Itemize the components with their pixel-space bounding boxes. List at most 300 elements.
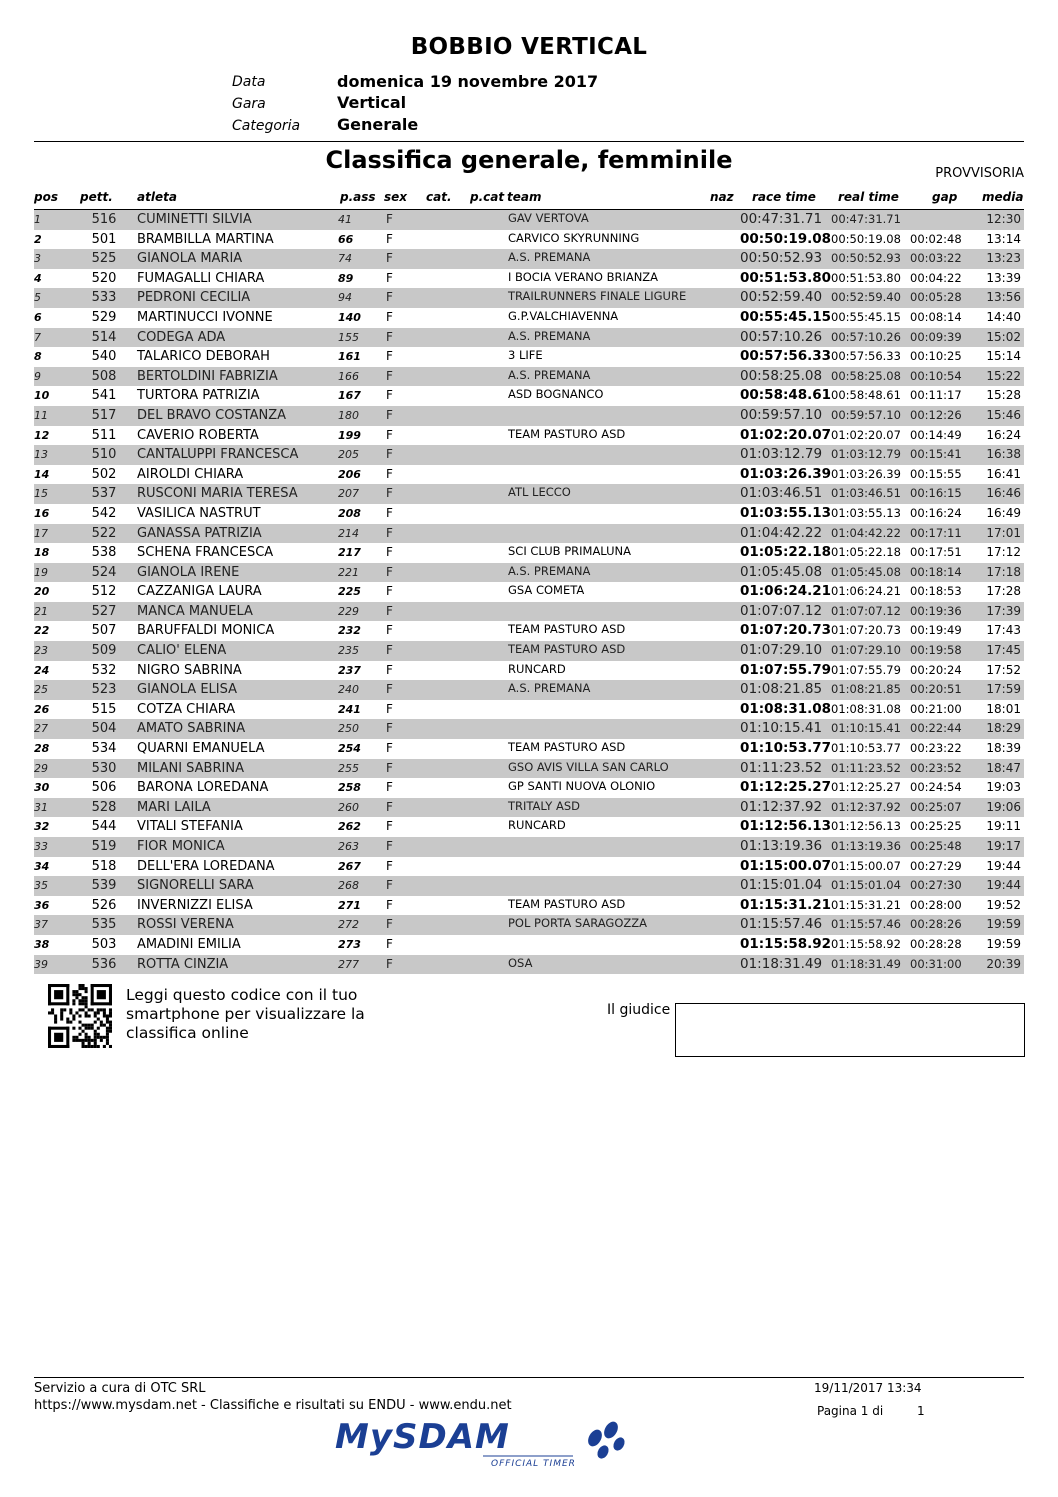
- sex: F: [386, 447, 393, 462]
- team-name: RUNCARD: [508, 661, 566, 676]
- table-row: [34, 915, 1024, 935]
- gap-time: 00:12:26: [910, 407, 962, 422]
- gap-time: 00:31:00: [910, 956, 962, 971]
- table-row: [34, 582, 1024, 602]
- page-total: 1: [917, 1404, 925, 1418]
- gap-time: 00:18:14: [910, 564, 962, 579]
- table-row: [34, 347, 1024, 367]
- bib-number: 544: [91, 819, 117, 835]
- team-name: A.S. PREMANA: [508, 250, 591, 265]
- position: 21: [34, 604, 48, 618]
- gap-time: 00:28:00: [910, 897, 962, 912]
- bib-number: 534: [91, 741, 117, 757]
- pace: 17:52: [986, 662, 1021, 677]
- athlete-name: MARTINUCCI IVONNE: [137, 309, 273, 325]
- athlete-name: GIANOLA ELISA: [137, 682, 238, 698]
- race-time: 01:07:55.79: [740, 661, 832, 678]
- team-name: A.S. PREMANA: [508, 681, 591, 696]
- overall-position: 205: [338, 448, 359, 462]
- bib-number: 504: [91, 721, 117, 737]
- sex: F: [386, 878, 393, 893]
- overall-position: 267: [338, 859, 361, 873]
- table-row: [34, 445, 1024, 465]
- gap-time: 00:11:17: [910, 388, 962, 403]
- gap-time: 00:10:54: [910, 368, 962, 383]
- pace: 15:22: [986, 368, 1021, 383]
- overall-position: 214: [338, 526, 359, 540]
- gap-time: 00:25:25: [910, 819, 962, 834]
- athlete-name: TURTORA PATRIZIA: [137, 388, 260, 404]
- race-time: 01:10:15.41: [740, 720, 823, 737]
- table-row: [34, 778, 1024, 798]
- table-row: [34, 367, 1024, 387]
- race-time: 01:03:55.13: [740, 504, 832, 521]
- sex: F: [386, 603, 393, 618]
- overall-position: 199: [338, 428, 361, 442]
- sex: F: [386, 682, 393, 697]
- position: 28: [34, 742, 50, 756]
- sex: F: [386, 466, 393, 481]
- table-row: [34, 230, 1024, 250]
- pace: 19:59: [986, 917, 1021, 932]
- race-time: 01:05:45.08: [740, 563, 823, 580]
- athlete-name: COTZA CHIARA: [137, 701, 236, 717]
- gap-time: 00:23:52: [910, 760, 962, 775]
- athlete-name: NIGRO SABRINA: [137, 662, 242, 678]
- athlete-name: BARONA LOREDANA: [137, 780, 269, 796]
- qr-instructions: Leggi questo codice con il tuo smartphone per visualizzare la classifica online: [126, 986, 365, 1042]
- col-header-gap: gap: [932, 190, 958, 204]
- position: 8: [34, 350, 42, 364]
- athlete-name: GANASSA PATRIZIA: [137, 525, 262, 541]
- team-name: ASD BOGNANCO: [508, 387, 604, 402]
- sex: F: [386, 584, 393, 599]
- overall-position: 241: [338, 702, 361, 716]
- sex: F: [386, 643, 393, 658]
- real-time: 01:11:23.52: [831, 760, 901, 775]
- overall-position: 240: [338, 683, 359, 697]
- athlete-name: CUMINETTI SILVIA: [137, 212, 252, 227]
- bib-number: 532: [91, 662, 117, 678]
- gap-time: 00:25:48: [910, 839, 962, 853]
- team-name: ATL LECCO: [508, 485, 571, 500]
- pace: 13:39: [986, 270, 1021, 285]
- pace: 18:39: [986, 741, 1021, 756]
- pace: 15:02: [986, 329, 1021, 344]
- real-time: 00:59:57.10: [831, 407, 901, 422]
- race-time: 00:51:53.80: [740, 269, 832, 286]
- position: 29: [34, 761, 48, 775]
- table-row: [34, 719, 1024, 739]
- position: 37: [34, 918, 48, 932]
- overall-position: 273: [338, 937, 361, 951]
- real-time: 01:18:31.49: [831, 956, 901, 971]
- pace: 18:29: [986, 721, 1021, 736]
- table-row: [34, 680, 1024, 700]
- race-time: 00:59:57.10: [740, 406, 823, 423]
- real-time: 01:03:55.13: [831, 505, 901, 520]
- col-header-team: team: [507, 190, 542, 204]
- race-time: 01:18:31.49: [740, 955, 823, 972]
- race-time: 01:12:25.27: [740, 779, 832, 796]
- bib-number: 533: [91, 290, 117, 306]
- sex: F: [386, 917, 393, 932]
- sex: F: [386, 486, 393, 501]
- overall-position: 250: [338, 722, 359, 736]
- race-time: 00:58:48.61: [740, 387, 832, 404]
- table-row: [34, 759, 1024, 779]
- pace: 19:11: [986, 819, 1021, 834]
- sex: F: [386, 349, 393, 364]
- bib-number: 541: [91, 388, 117, 404]
- bib-number: 503: [91, 936, 117, 952]
- pace: 17:01: [986, 525, 1021, 540]
- real-time: 00:57:10.26: [831, 329, 901, 344]
- bib-number: 529: [91, 309, 117, 325]
- position: 22: [34, 624, 50, 638]
- sex: F: [386, 741, 393, 756]
- bib-number: 523: [91, 682, 117, 698]
- position: 34: [34, 859, 50, 873]
- overall-position: 272: [338, 918, 359, 932]
- race-time: 00:57:56.33: [740, 348, 832, 365]
- bib-number: 530: [91, 760, 117, 776]
- overall-position: 254: [338, 742, 361, 756]
- pace: 17:18: [986, 564, 1021, 579]
- table-row: [34, 484, 1024, 504]
- athlete-name: CAZZANIGA LAURA: [137, 584, 262, 600]
- overall-position: 66: [338, 232, 354, 246]
- real-time: 00:50:52.93: [831, 251, 901, 266]
- table-row: [34, 641, 1024, 661]
- real-time: 00:52:59.40: [831, 290, 901, 305]
- sex: F: [386, 936, 393, 951]
- real-time: 01:05:22.18: [831, 545, 901, 560]
- real-time: 01:12:56.13: [831, 819, 901, 834]
- team-name: OSA: [508, 955, 533, 970]
- race-time: 01:07:20.73: [740, 622, 832, 639]
- bib-number: 510: [91, 447, 117, 463]
- team-name: A.S. PREMANA: [508, 563, 591, 578]
- bib-number: 515: [91, 701, 117, 717]
- pace: 16:38: [986, 447, 1021, 462]
- sex: F: [386, 388, 393, 403]
- athlete-name: TALARICO DEBORAH: [137, 349, 270, 365]
- gap-time: 00:10:25: [910, 349, 962, 364]
- race-time: 01:12:37.92: [740, 798, 823, 815]
- overall-position: 235: [338, 644, 359, 658]
- real-time: 01:10:15.41: [831, 721, 901, 736]
- position: 5: [34, 291, 41, 305]
- athlete-name: CAVERIO ROBERTA: [137, 427, 259, 443]
- gap-time: 00:15:41: [910, 447, 962, 462]
- sex: F: [386, 505, 393, 520]
- real-time: 01:15:01.04: [831, 878, 901, 893]
- race-time: 01:15:31.21: [740, 896, 832, 913]
- position: 1: [34, 213, 41, 226]
- sex: F: [386, 760, 393, 775]
- position: 6: [34, 310, 42, 324]
- position: 32: [34, 820, 50, 834]
- gap-time: 00:25:07: [910, 799, 962, 814]
- race-time: 01:15:57.46: [740, 916, 823, 933]
- sex: F: [386, 564, 393, 579]
- race-time: 01:03:12.79: [740, 446, 823, 463]
- overall-position: 94: [338, 291, 352, 305]
- bib-number: 538: [91, 545, 117, 561]
- race-time: 01:02:20.07: [740, 426, 832, 443]
- bib-number: 514: [91, 329, 117, 345]
- gap-time: 00:02:48: [910, 231, 962, 246]
- position: 11: [34, 408, 48, 422]
- race-time: 00:55:45.15: [740, 308, 832, 325]
- sex: F: [386, 212, 393, 226]
- sex: F: [386, 525, 393, 540]
- bib-number: 525: [91, 251, 117, 267]
- position: 33: [34, 840, 48, 853]
- pace: 17:45: [986, 643, 1021, 658]
- meta-value-category: Generale: [337, 115, 419, 134]
- race-time: 01:06:24.21: [740, 583, 832, 600]
- race-time: 01:08:21.85: [740, 681, 823, 698]
- race-time: 00:50:19.08: [740, 230, 832, 247]
- table-row: [34, 876, 1024, 896]
- gap-time: 00:24:54: [910, 780, 962, 795]
- athlete-name: RUSCONI MARIA TERESA: [137, 486, 298, 502]
- bib-number: 535: [91, 917, 117, 933]
- col-header-sex: sex: [384, 190, 408, 204]
- race-time: 01:04:42.22: [740, 524, 823, 541]
- sex: F: [386, 623, 393, 638]
- bib-number: 522: [91, 525, 117, 541]
- athlete-name: PEDRONI CECILIA: [137, 290, 251, 306]
- position: 36: [34, 898, 50, 912]
- sex: F: [386, 407, 393, 422]
- overall-position: 260: [338, 800, 359, 814]
- table-row: [34, 524, 1024, 544]
- gap-time: 00:09:39: [910, 329, 962, 344]
- athlete-name: SCHENA FRANCESCA: [137, 545, 274, 561]
- position: 12: [34, 428, 50, 442]
- bib-number: 528: [91, 799, 117, 815]
- gap-time: 00:17:11: [910, 525, 962, 540]
- real-time: 01:15:00.07: [831, 858, 901, 873]
- team-name: G.P.VALCHIAVENNA: [508, 308, 619, 323]
- team-name: TEAM PASTURO ASD: [508, 896, 626, 911]
- race-time: 01:15:00.07: [740, 857, 832, 874]
- document-title: BOBBIO VERTICAL: [410, 34, 648, 60]
- overall-position: 225: [338, 585, 361, 599]
- position: 7: [34, 330, 41, 344]
- race-time: 01:10:53.77: [740, 740, 832, 757]
- position: 39: [34, 957, 48, 971]
- real-time: 01:15:57.46: [831, 917, 901, 932]
- athlete-name: MILANI SABRINA: [137, 760, 244, 776]
- position: 30: [34, 781, 50, 795]
- overall-position: 255: [338, 761, 359, 775]
- pace: 18:47: [986, 760, 1021, 775]
- race-time: 01:05:22.18: [740, 544, 832, 561]
- sex: F: [386, 545, 393, 560]
- table-row: [34, 621, 1024, 641]
- real-time: 01:10:53.77: [831, 741, 901, 756]
- real-time: 01:15:31.21: [831, 897, 901, 912]
- gap-time: 00:20:51: [910, 682, 962, 697]
- bib-number: 542: [91, 505, 117, 521]
- athlete-name: VITALI STEFANIA: [137, 819, 243, 835]
- bib-number: 502: [91, 466, 117, 482]
- bib-number: 524: [91, 564, 117, 580]
- sex: F: [386, 701, 393, 716]
- athlete-name: BERTOLDINI FABRIZIA: [137, 368, 278, 384]
- table-row: [34, 328, 1024, 348]
- athlete-name: BRAMBILLA MARTINA: [137, 231, 274, 247]
- gap-time: 00:27:30: [910, 878, 962, 893]
- race-time: 01:03:46.51: [740, 485, 823, 502]
- position: 26: [34, 702, 50, 716]
- race-time: 01:15:01.04: [740, 877, 823, 894]
- overall-position: 232: [338, 624, 361, 638]
- team-name: SCI CLUB PRIMALUNA: [508, 544, 632, 559]
- race-time: 01:03:26.39: [740, 465, 832, 482]
- athlete-name: ROTTA CINZIA: [137, 956, 229, 972]
- gap-time: 00:05:28: [910, 290, 962, 305]
- pace: 19:17: [986, 839, 1021, 853]
- athlete-name: AMADINI EMILIA: [137, 936, 241, 952]
- table-row: [34, 955, 1024, 975]
- overall-position: 271: [338, 898, 361, 912]
- meta-value-date: domenica 19 novembre 2017: [337, 72, 599, 91]
- athlete-name: FUMAGALLI CHIARA: [137, 270, 265, 286]
- sex: F: [386, 819, 393, 834]
- real-time: 01:03:46.51: [831, 486, 901, 501]
- real-time: 01:08:21.85: [831, 682, 901, 697]
- race-time: 00:50:52.93: [740, 250, 823, 267]
- col-header-race-time: race time: [752, 190, 816, 204]
- status-label: PROVVISORIA: [935, 166, 1024, 181]
- table-row: [34, 857, 1024, 877]
- real-time: 01:15:58.92: [831, 936, 901, 951]
- position: 19: [34, 565, 48, 579]
- athlete-name: VASILICA NASTRUT: [137, 505, 261, 521]
- team-name: CARVICO SKYRUNNING: [508, 230, 640, 245]
- overall-position: 221: [338, 565, 359, 579]
- gap-time: 00:04:22: [910, 270, 962, 285]
- bib-number: 537: [91, 486, 117, 502]
- top-divider: [34, 141, 1024, 142]
- real-time: 01:07:29.10: [831, 643, 901, 658]
- logo-subtitle: OFFICIAL TIMER: [491, 1459, 576, 1468]
- table-row: [34, 465, 1024, 485]
- table-row: [34, 602, 1024, 622]
- sex: F: [386, 780, 393, 795]
- pace: 20:39: [986, 956, 1021, 971]
- race-time: 00:58:25.08: [740, 367, 823, 384]
- overall-position: 217: [338, 546, 361, 560]
- real-time: 00:55:45.15: [831, 309, 901, 324]
- bib-number: 507: [91, 623, 117, 639]
- race-time: 01:11:23.52: [740, 759, 823, 776]
- pace: 12:30: [986, 212, 1021, 226]
- overall-position: 140: [338, 310, 361, 324]
- meta-label-race: Gara: [232, 96, 266, 112]
- sex: F: [386, 270, 393, 285]
- position: 20: [34, 585, 50, 599]
- sex: F: [386, 897, 393, 912]
- overall-position: 155: [338, 330, 359, 344]
- pace: 17:12: [986, 545, 1021, 560]
- gap-time: 00:16:24: [910, 505, 962, 520]
- table-row: [34, 817, 1024, 837]
- overall-position: 180: [338, 408, 359, 422]
- team-name: A.S. PREMANA: [508, 328, 591, 343]
- real-time: 01:06:24.21: [831, 584, 901, 599]
- meta-label-category: Categoria: [232, 118, 301, 134]
- sex: F: [386, 427, 393, 442]
- pace: 17:39: [986, 603, 1021, 618]
- overall-position: 229: [338, 604, 359, 618]
- team-name: TRAILRUNNERS FINALE LIGURE: [508, 289, 687, 304]
- table-row: [34, 249, 1024, 269]
- table-row: [34, 386, 1024, 406]
- gap-time: 00:27:29: [910, 858, 962, 873]
- table-row: [34, 837, 1024, 857]
- table-row: [34, 210, 1024, 230]
- col-header-category-pos: p.cat: [470, 190, 505, 204]
- bib-number: 512: [91, 584, 117, 600]
- bib-number: 519: [91, 839, 117, 854]
- col-header-bib: pett.: [80, 190, 113, 204]
- athlete-name: SIGNORELLI SARA: [137, 878, 254, 894]
- real-time: 01:07:20.73: [831, 623, 901, 638]
- sex: F: [386, 329, 393, 344]
- race-time: 00:57:10.26: [740, 328, 823, 345]
- athlete-name: FIOR MONICA: [137, 839, 225, 854]
- bib-number: 516: [91, 212, 117, 227]
- pace: 19:44: [986, 878, 1021, 893]
- position: 23: [34, 644, 48, 658]
- bib-number: 509: [91, 643, 117, 659]
- table-row: [34, 700, 1024, 720]
- bib-number: 536: [91, 956, 117, 972]
- position: 13: [34, 448, 48, 462]
- bib-number: 539: [91, 878, 117, 894]
- table-row: [34, 896, 1024, 916]
- gap-time: 00:19:36: [910, 603, 962, 618]
- sex: F: [386, 368, 393, 383]
- real-time: 01:07:07.12: [831, 603, 901, 618]
- pace: 13:14: [986, 231, 1021, 246]
- real-time: 01:05:45.08: [831, 564, 901, 579]
- team-name: POL PORTA SARAGOZZA: [508, 916, 647, 931]
- gap-time: 00:20:24: [910, 662, 962, 677]
- athlete-name: CANTALUPPI FRANCESCA: [137, 447, 299, 463]
- gap-time: 00:15:55: [910, 466, 962, 481]
- race-time: 00:52:59.40: [740, 289, 823, 306]
- team-name: RUNCARD: [508, 818, 566, 833]
- overall-position: 208: [338, 506, 361, 520]
- sex: F: [386, 858, 393, 873]
- qr-code-icon[interactable]: [48, 984, 112, 1048]
- real-time: 00:50:19.08: [831, 231, 901, 246]
- gap-time: 00:16:15: [910, 486, 962, 501]
- athlete-name: DEL BRAVO COSTANZA: [137, 407, 287, 423]
- overall-position: 237: [338, 663, 361, 677]
- real-time: 01:13:19.36: [831, 839, 901, 853]
- gap-time: 00:28:28: [910, 936, 962, 951]
- overall-position: 206: [338, 467, 361, 481]
- pace: 16:24: [986, 427, 1021, 442]
